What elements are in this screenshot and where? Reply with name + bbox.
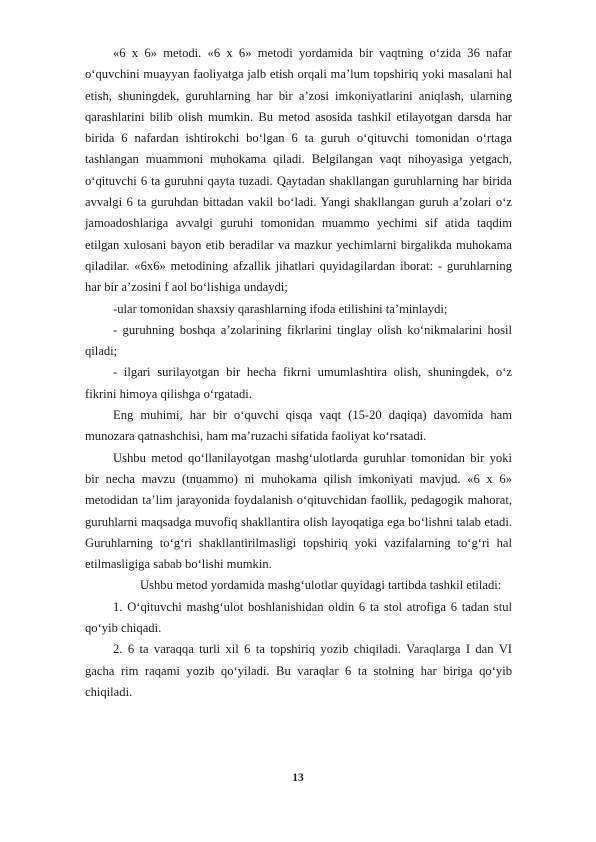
paragraph-most-important: Eng muhimi, har bir o‘quvchi qisqa vaqt (15-20 daqiqa) davomida ham munozara qatnashchisi, ham ma’ruzachi sifatida faoliyat ko‘rsatadi. (85, 408, 512, 444)
paragraph-order-intro: Ushbu metod yordamida mashg‘ulotlar quyidagi tartibda tashkil etiladi: (140, 578, 502, 593)
document-body (85, 43, 512, 703)
paragraph-advantage-generalize: - ilgari surilayotgan bir hecha fikrni umumlashtira olish, shuningdek, o‘z fikrini himoya qilishga o‘rgatadi. (85, 365, 512, 401)
paragraph-step-1: 1. O‘qituvchi mashg‘ulot boshlanishidan oldin 6 ta stol atrofiga 6 tadan stul qo‘yib chiqadi. (85, 599, 512, 636)
paragraph-6x6-method: «6 x 6» metodi. «6 x 6» metodi yordamida bir vaqtning o‘zida 36 nafar o‘quvchini muayyan faoliyatga jalb etish orqali ma’lum topshiriq yoki masalani hal etish, shuningdek, guruhlarning har bir a’zosi imkoniyatlarini aniqlash, ularning qarashlarini bilib olish mumkin. Bu metod asosida tashkil etilayotgan darsda har birida 6 nafardan ishtirokchi bo‘lgan 6 ta guruh o‘qituvchi tomonidan o‘rtaga tashlangan muammoni muhokama qiladi. Belgilangan vaqt nihoyasiga yetgach, o‘qituvchi 6 ta guruhni qayta tuzadi. Qaytadan shakllangan guruhlarning har birida avvalgi 6 ta guruhdan bittadan vakil bo‘ladi. Yangi shakllangan guruh a’zolari o‘z jamoadoshlariga avvalgi guruhi tomonidan muammo yechimi sif atida taqdim etilgan xulosani bayon etib beradilar va mazkur yechimlarni birgalikda muhokama qiladilar. «6x6» metodining afzallik jihatlari quyidagilardan iborat: - guruhlarning har bir a’zosini f aol bo‘lishiga undaydi; (85, 46, 512, 295)
page-number: 13 (292, 772, 304, 784)
paragraph-method-usage: Ushbu metod qo‘llanilayotgan mashg‘ulotlarda guruhlar tomonidan bir yoki bir necha mavzu (tnuammo) ni muhokama qilish imkoniyati mavjud. «6 x 6» metodidan ta’lim jarayonida foydalanish o‘qituvchidan faollik, pedagogik mahorat, guruhlarni maqsadga muvofiq shakllantira olish layoqatiga ega bo‘lishni talab etadi. Guruhlarning to‘g‘ri shakllantirilmasligi topshiriq yoki vazifalarning to‘g‘ri hal etilmasligiga sabab bo‘lishi mumkin. (85, 450, 512, 572)
paragraph-advantage-views: -ular tomonidan shaxsiy qarashlarning ifoda etilishini ta’minlaydi; (113, 301, 448, 316)
paragraph-advantage-listening: - guruhning boshqa a’zolarining fikrlarini tinglay olish ko‘nikmalarini hosil qiladi; (85, 322, 512, 359)
paragraph-step-2: 2. 6 ta varaqqa turli xil 6 ta topshiriq yozib chiqiladi. Varaqlarga I dan VI gacha rim raqami yozib qo‘yiladi. Bu varaqlar 6 ta stolning har biriga qo‘yib chiqiladi. (85, 642, 512, 699)
